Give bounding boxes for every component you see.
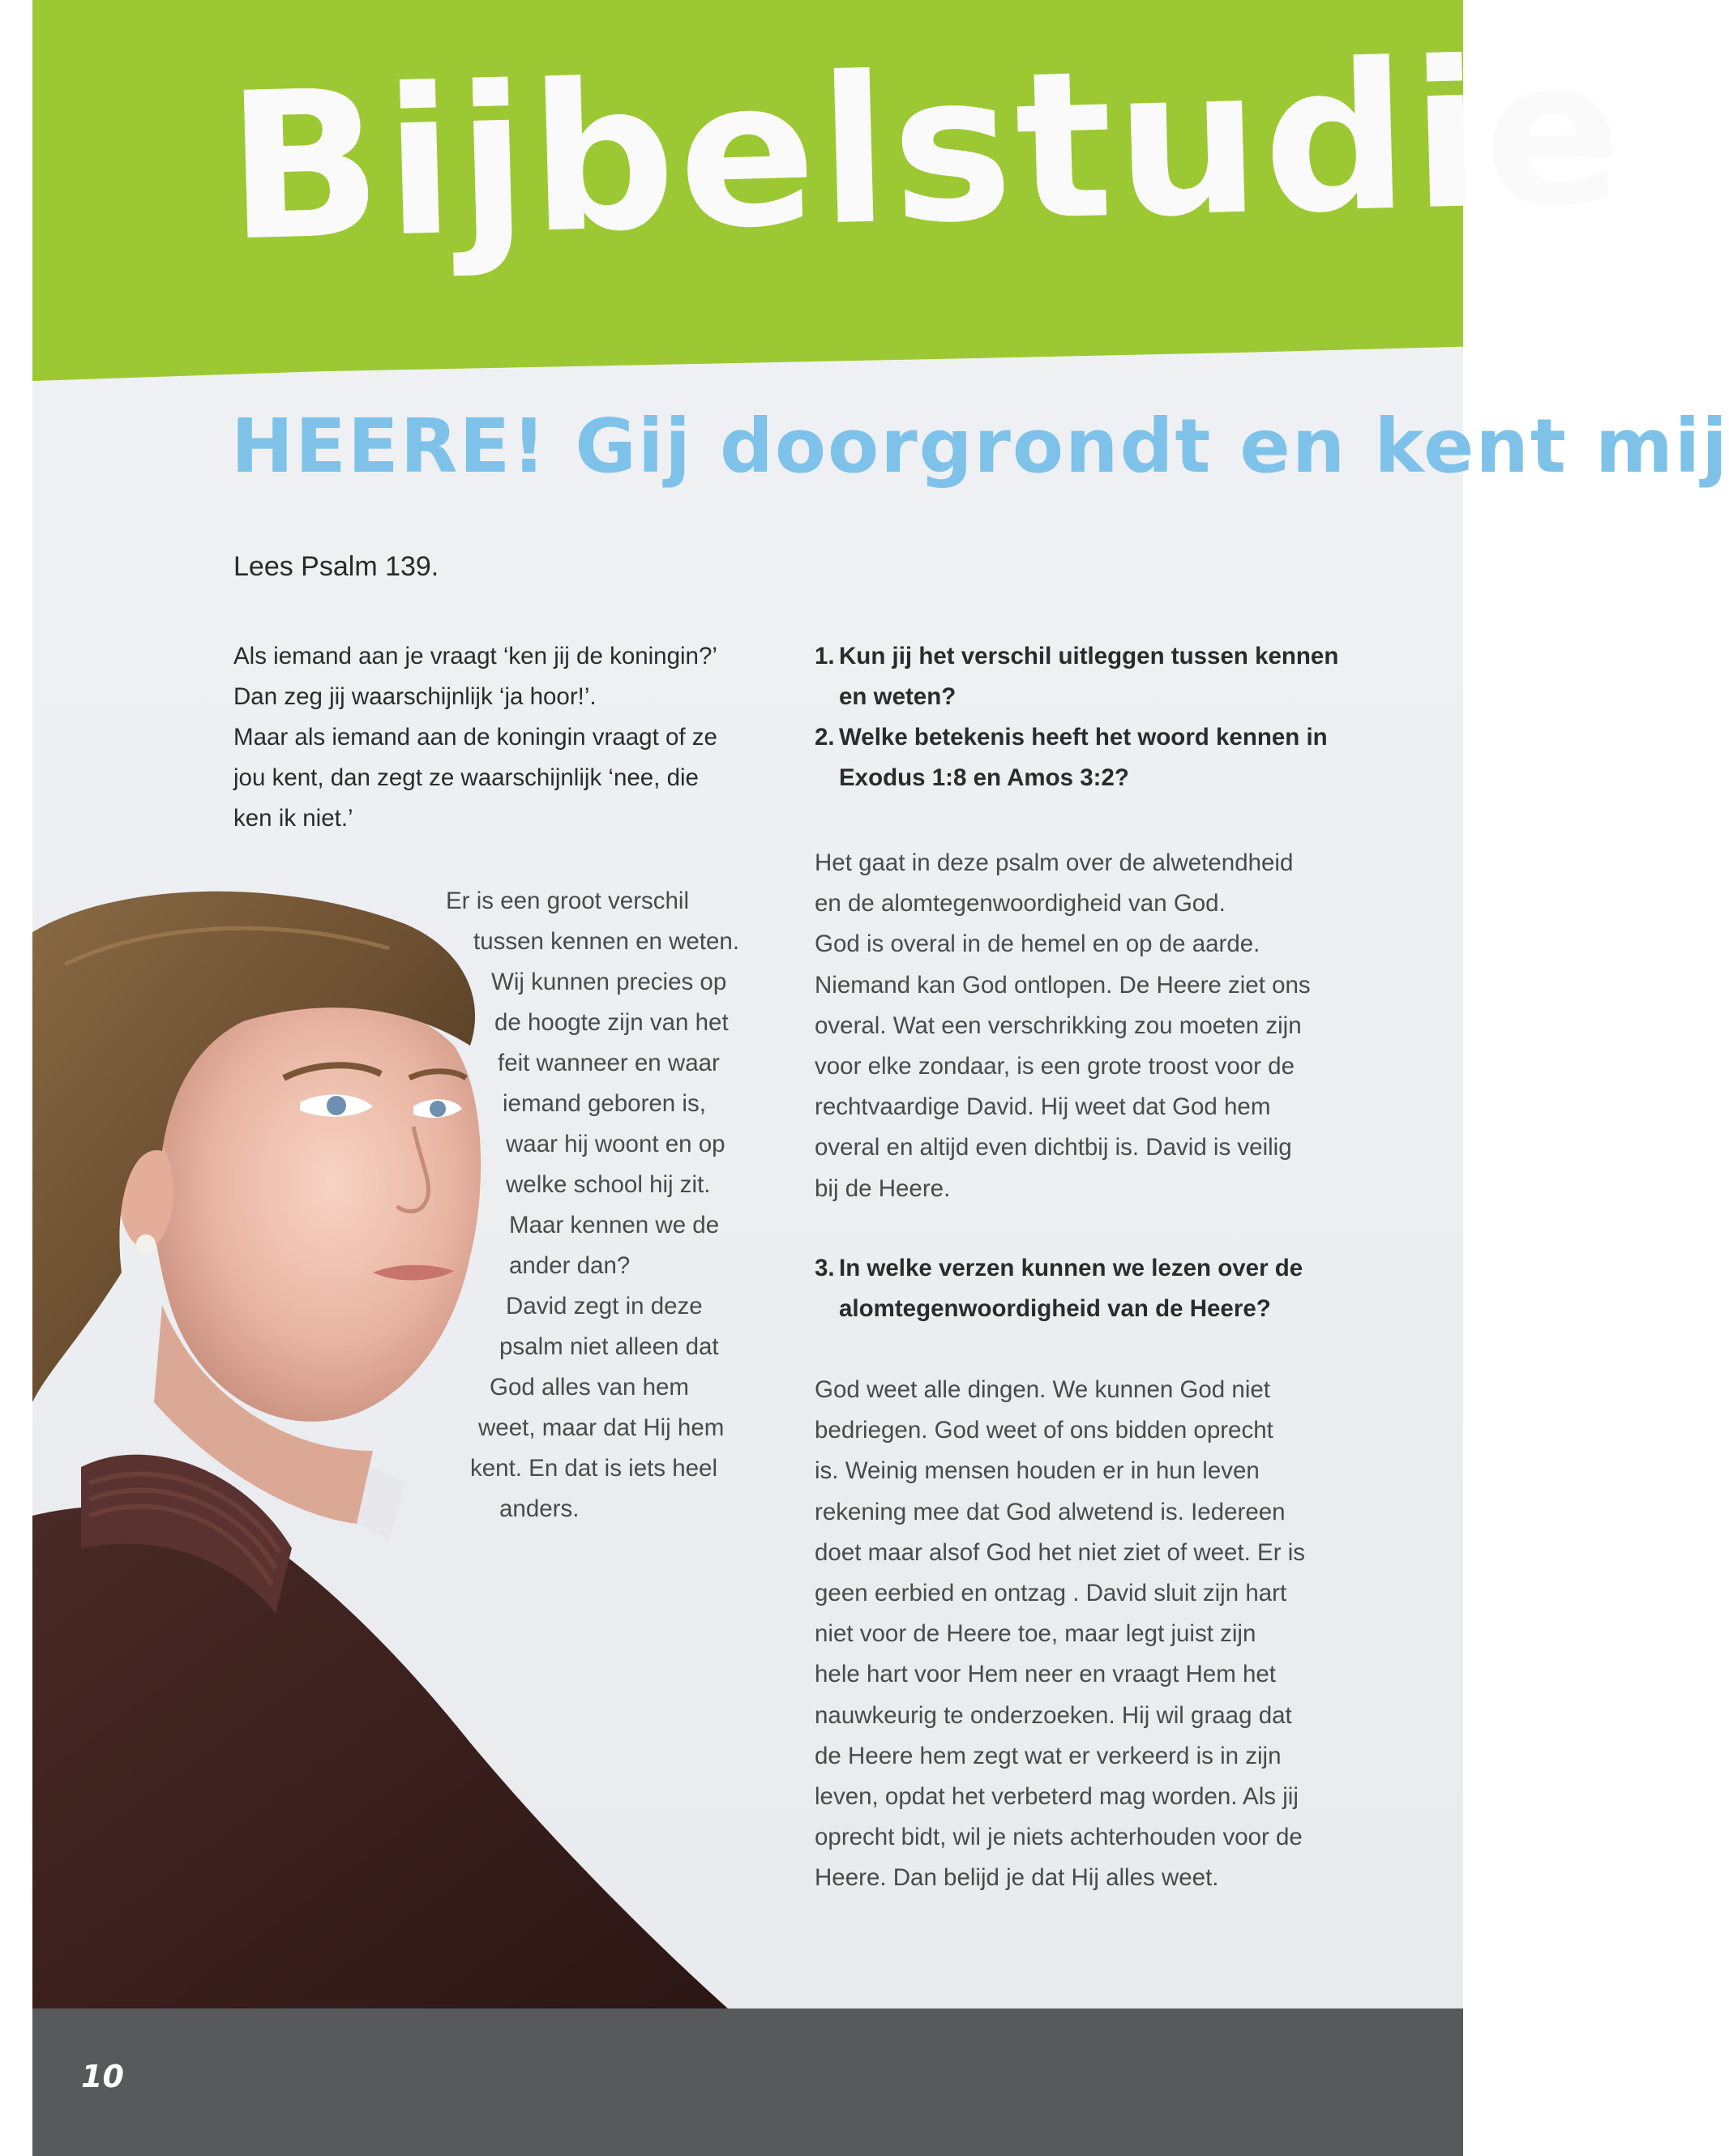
text-line: Dan zeg jij waarschijnlijk ‘ja hoor!’. [233,683,597,710]
question-item [815,636,1382,717]
text-line: waar hij woont en op [506,1131,725,1157]
text-line: Maar kennen we de [509,1212,720,1238]
text-line: God is overal in de hemel en op de aarde. [815,930,1260,958]
text-line: alomtegenwoordigheid van de Heere? [839,1295,1271,1322]
text-line: en de alomtegenwoordigheid van God. [815,890,1226,918]
question-item [815,717,1382,798]
text-line: de Heere hem zegt wat er verkeerd is in zijn [815,1742,1282,1769]
text-line: God weet alle dingen. We kunnen God niet [815,1376,1270,1403]
text-line: Maar als iemand aan de koningin vraagt of ze [233,724,717,751]
text-line: Het gaat in deze psalm over de alwetendheid [815,849,1294,876]
text-line: David zegt in deze [506,1293,703,1320]
question-item [815,1248,1382,1329]
left-intro-paragraph [233,636,817,839]
text-line: ken ik niet.’ [233,805,353,832]
intro-text: Lees Psalm 139. [233,551,439,582]
text-line: psalm niet alleen dat [499,1333,719,1360]
text-line: Welke betekenis heeft het woord kennen in [839,724,1328,751]
text-line: feit wanneer en waar [498,1050,720,1076]
text-line: anders. [499,1495,580,1522]
text-line: Als iemand aan je vraagt ‘ken jij de koningin?’ [233,643,717,669]
section-subtitle: HEERE! Gij doorgrondt en kent mij [231,403,1729,490]
right-paragraph-2 [815,1370,1382,1899]
text-line: welke school hij zit. [506,1171,711,1198]
text-line: overal. Wat een verschrikking zou moeten zijn [815,1012,1302,1039]
text-line: de hoogte zijn van het [494,1009,729,1036]
text-line: In welke verzen kunnen we lezen over de [839,1255,1303,1281]
question-number: 2. [815,724,835,751]
text-line: is. Weinig mensen houden er in hun leven [815,1457,1260,1485]
text-line: Kun jij het verschil uitleggen tussen kennen [839,643,1339,669]
left-wrapped-paragraph [32,881,843,1529]
text-line: doet maar alsof God het niet ziet of weet. Er is [815,1538,1306,1566]
text-line: iemand geboren is, [503,1090,706,1117]
text-line: en weten? [839,683,957,710]
text-line: Wij kunnen precies op [491,969,727,995]
text-line: Heere. Dan belijd je dat Hij alles weet. [815,1864,1219,1892]
text-line: voor elke zondaar, is een grote troost voor de [815,1053,1295,1080]
right-paragraph-1 [815,843,1382,1209]
text-line: jou kent, dan zegt ze waarschijnlijk ‘nee, die [233,764,699,791]
question-number: 1. [815,643,835,669]
text-line: Exodus 1:8 en Amos 3:2? [839,764,1129,791]
text-line: Niemand kan God ontlopen. De Heere ziet ons [815,971,1311,999]
text-line: geen eerbied en ontzag . David sluit zijn hart [815,1580,1287,1607]
text-line: weet, maar dat Hij hem [478,1414,725,1441]
text-line: bedriegen. God weet of ons bidden oprecht [815,1417,1273,1444]
text-line: kent. En dat is iets heel [470,1455,718,1482]
footer-bar [32,2008,1463,2156]
question-number: 3. [815,1255,835,1281]
text-line: hele hart voor Hem neer en vraagt Hem het [815,1661,1276,1688]
text-line: leven, opdat het verbeterd mag worden. Als jij [815,1783,1299,1811]
text-line: nauwkeurig te onderzoeken. Hij wil graag dat [815,1701,1292,1729]
text-line: bij de Heere. [815,1174,951,1202]
page-number: 10 [81,2059,124,2094]
text-line: rechtvaardige David. Hij weet dat God hem [815,1093,1271,1121]
questions-list [815,636,1382,798]
text-line: overal en altijd even dichtbij is. David is veilig [815,1134,1292,1161]
page-title: Bijbelstudie [224,13,1628,286]
text-line: niet voor de Heere toe, maar legt juist zijn [815,1620,1256,1648]
magazine-page [32,0,1729,2156]
text-line: rekening mee dat God alwetend is. Iedereen [815,1498,1286,1525]
text-line: ander dan? [509,1252,631,1279]
text-line: Er is een groot verschil [446,888,690,914]
text-line: tussen kennen en weten. [473,928,740,955]
text-line: God alles van hem [490,1374,689,1401]
text-line: oprecht bidt, wil je niets achterhouden voor de [815,1824,1303,1851]
